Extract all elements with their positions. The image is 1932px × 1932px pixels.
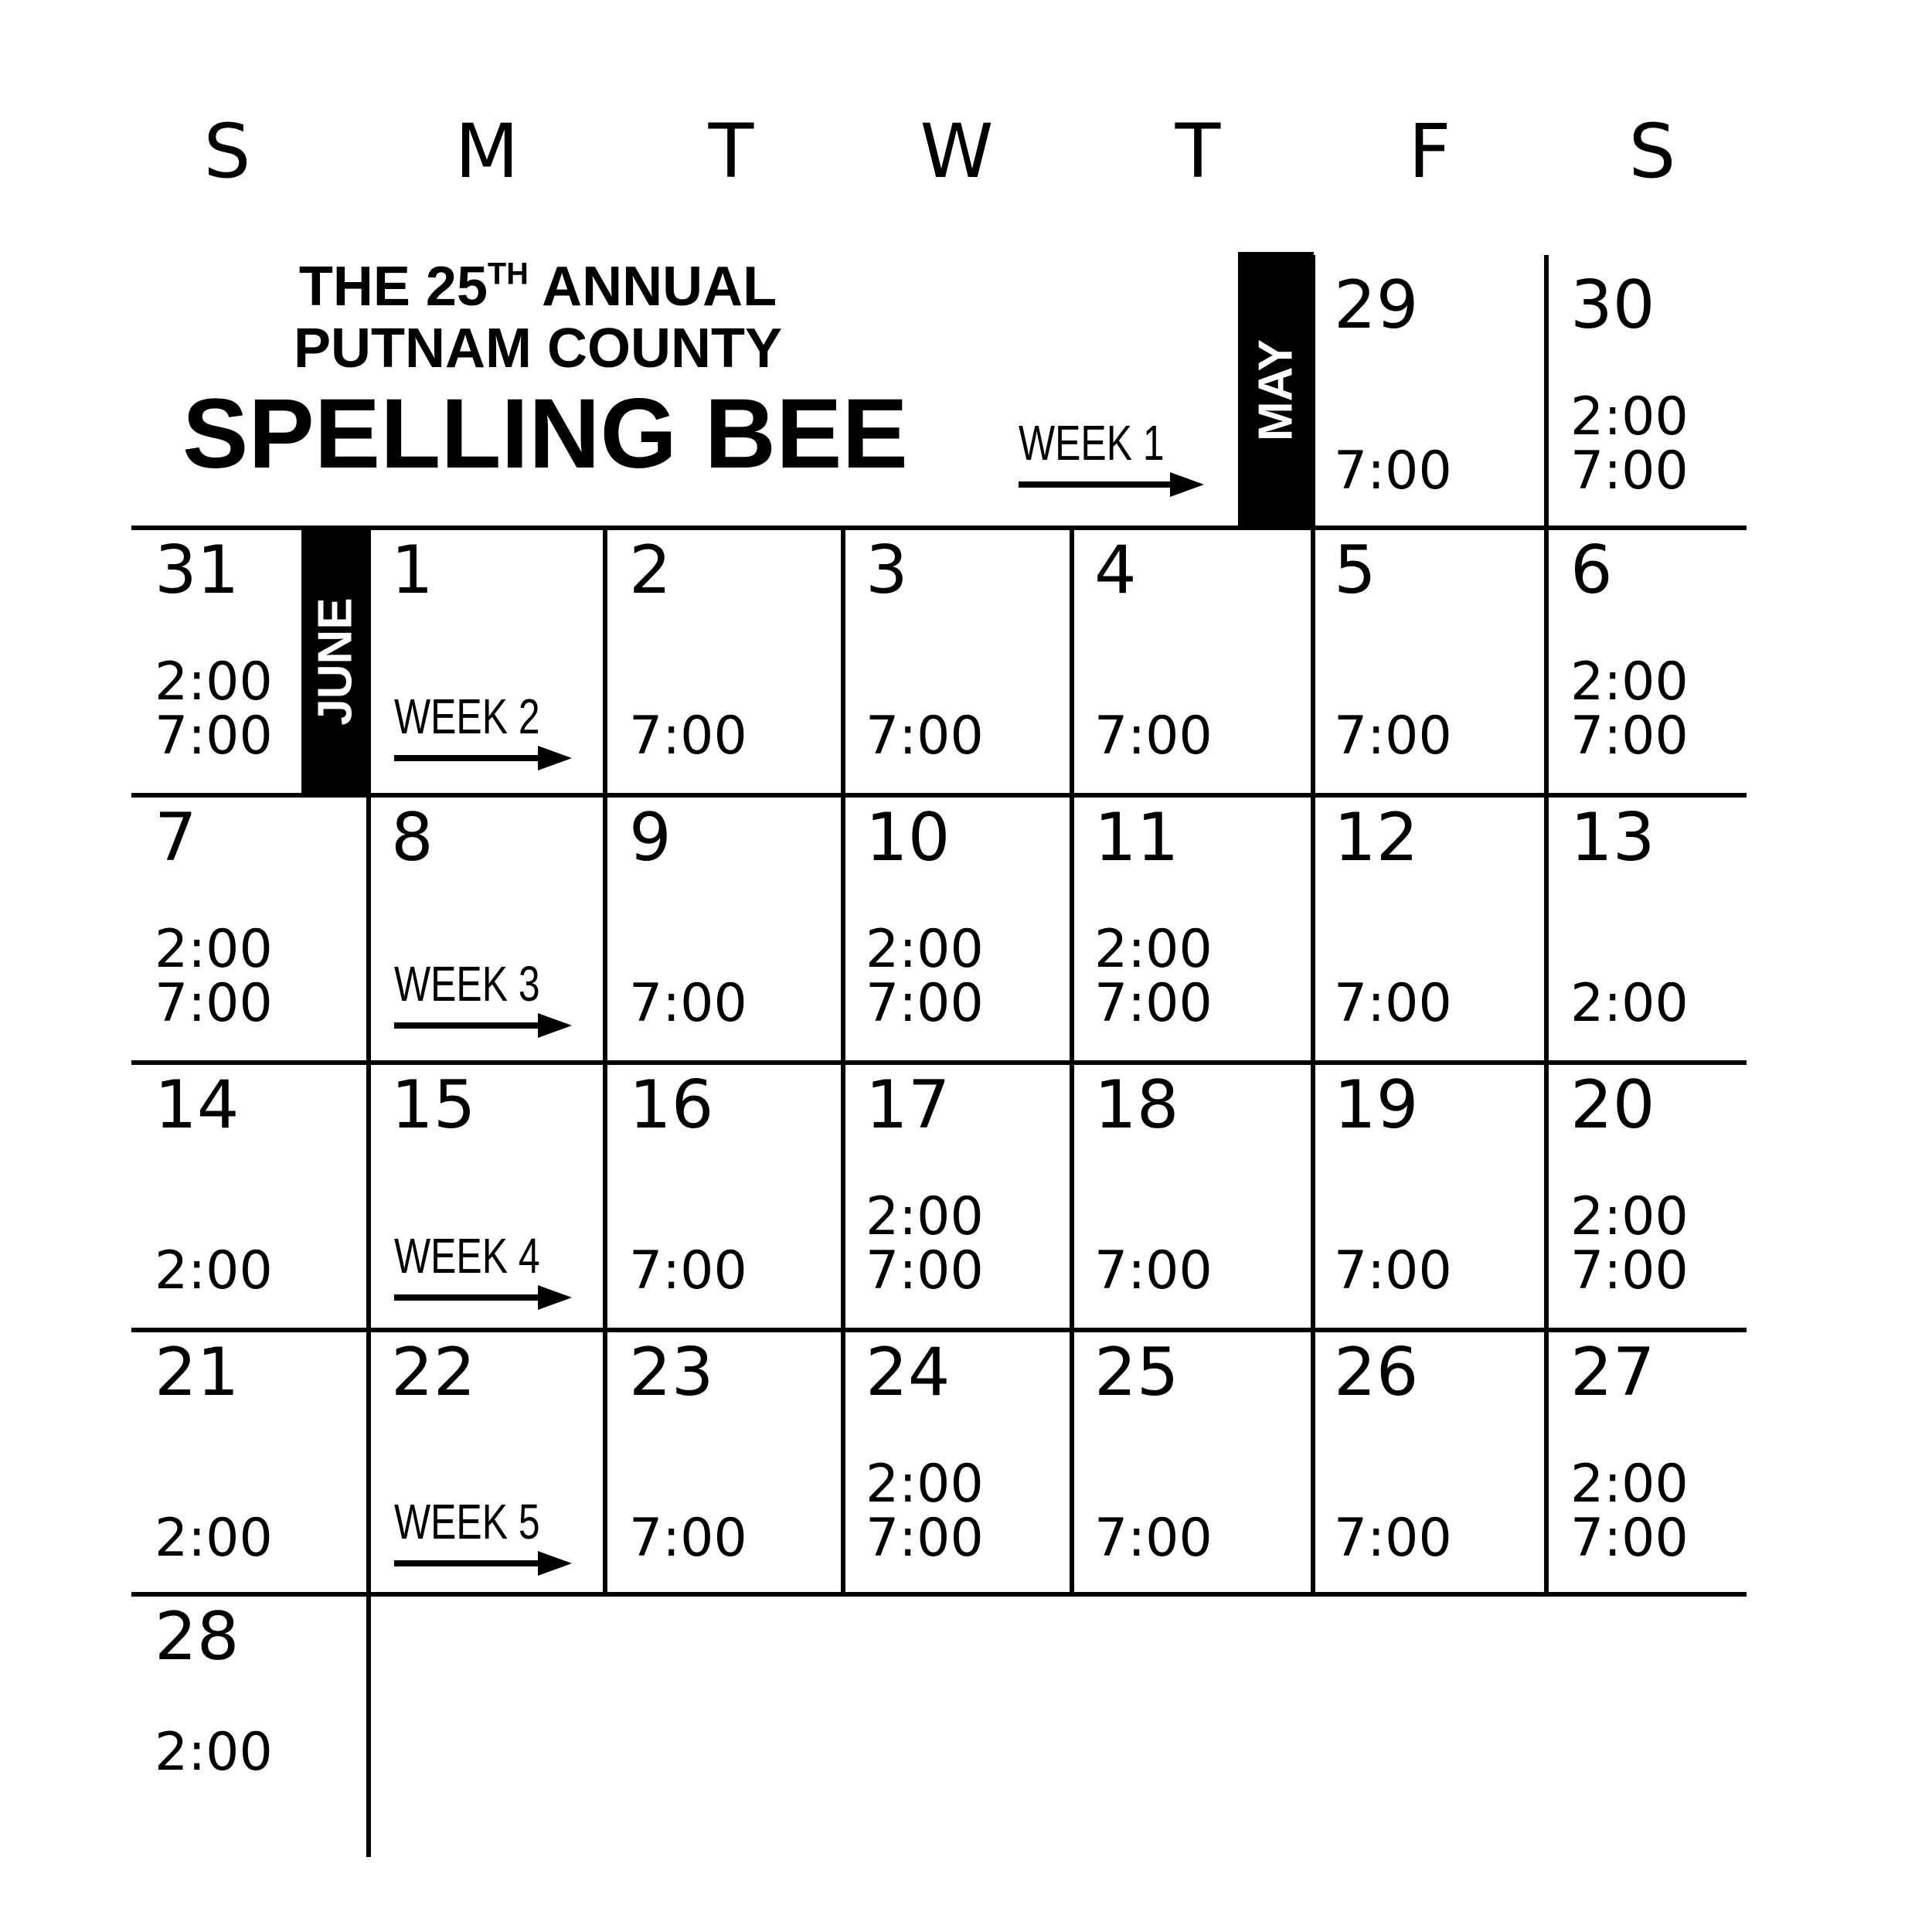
day-number: 2 xyxy=(629,532,672,609)
weekday-friday: F xyxy=(1408,108,1451,195)
title-line-1-ordinal: TH xyxy=(488,257,529,291)
day-number: 13 xyxy=(1570,799,1655,876)
day-cell xyxy=(148,1063,365,1325)
day-number: 29 xyxy=(1334,267,1419,344)
day-cell xyxy=(1328,1330,1544,1593)
column-divider xyxy=(841,528,845,1594)
showtimes: 2:00 xyxy=(1570,973,1689,1034)
day-cell xyxy=(1564,1330,1781,1593)
day-cell xyxy=(623,795,839,1058)
showtimes: 7:00 xyxy=(1094,1240,1213,1301)
showtimes: 7:00 xyxy=(1094,706,1213,767)
day-number: 28 xyxy=(155,1598,240,1675)
day-cell xyxy=(1088,1063,1304,1325)
showtimes: 2:00 xyxy=(155,1722,273,1783)
day-cell xyxy=(859,528,1076,791)
week-label: WEEK 3 xyxy=(394,956,540,1012)
showtimes: 2:00 7:00 xyxy=(866,1186,984,1301)
showtimes: 7:00 xyxy=(1334,440,1452,502)
showtimes: 2:00 7:00 xyxy=(866,919,984,1034)
day-number: 20 xyxy=(1570,1066,1655,1144)
day-cell xyxy=(623,528,839,791)
week-label: WEEK 5 xyxy=(394,1494,540,1549)
showtimes: 2:00 7:00 xyxy=(1570,386,1689,502)
day-cell xyxy=(1328,263,1544,526)
day-number: 23 xyxy=(629,1334,714,1411)
day-number: 6 xyxy=(1570,532,1613,609)
week-marker-1 xyxy=(1019,414,1204,492)
showtimes: 7:00 xyxy=(1334,706,1452,767)
day-number: 3 xyxy=(866,532,908,609)
column-divider xyxy=(603,528,607,1594)
day-number: 9 xyxy=(629,799,672,876)
showtimes: 7:00 xyxy=(629,973,747,1034)
day-cell xyxy=(1564,528,1781,791)
day-number: 25 xyxy=(1094,1334,1179,1411)
day-cell xyxy=(385,528,601,791)
weekday-thursday: T xyxy=(1175,108,1221,195)
day-number: 15 xyxy=(391,1066,476,1144)
day-number: 8 xyxy=(391,799,434,876)
day-number: 17 xyxy=(866,1066,951,1144)
day-number: 30 xyxy=(1570,267,1655,344)
day-number: 14 xyxy=(155,1066,240,1144)
day-number: 21 xyxy=(155,1334,240,1411)
day-cell xyxy=(1328,528,1544,791)
showtimes: 2:00 7:00 xyxy=(1094,919,1213,1034)
day-number: 26 xyxy=(1334,1334,1419,1411)
day-number: 22 xyxy=(391,1334,476,1411)
week-label: WEEK 4 xyxy=(394,1228,540,1284)
day-cell xyxy=(1328,1063,1544,1325)
title-line-2: PUTNAM COUNTY xyxy=(294,318,782,379)
day-cell xyxy=(623,1330,839,1593)
day-cell xyxy=(385,795,601,1058)
weekday-saturday: S xyxy=(1628,108,1676,195)
day-number: 18 xyxy=(1094,1066,1179,1144)
day-number: 4 xyxy=(1094,532,1137,609)
day-number: 1 xyxy=(391,532,434,609)
day-cell xyxy=(1088,528,1304,791)
showtimes: 2:00 7:00 xyxy=(1570,1454,1689,1569)
day-number: 12 xyxy=(1334,799,1419,876)
day-number: 31 xyxy=(155,532,240,609)
day-cell xyxy=(1564,263,1781,526)
showtimes: 2:00 7:00 xyxy=(1570,651,1689,767)
title-line-1-suffix: ANNUAL xyxy=(528,256,777,318)
showtimes: 7:00 xyxy=(866,706,984,767)
showtimes: 7:00 xyxy=(629,1240,747,1301)
day-cell xyxy=(859,1330,1076,1593)
showtimes: 7:00 xyxy=(1334,1240,1452,1301)
day-cell xyxy=(1564,795,1781,1058)
day-number: 7 xyxy=(155,799,197,876)
month-tab-may xyxy=(1238,252,1314,528)
weekday-sunday: S xyxy=(203,108,251,195)
day-number: 5 xyxy=(1334,532,1376,609)
showtimes: 7:00 xyxy=(1334,973,1452,1034)
showtimes: 7:00 xyxy=(1334,1508,1452,1569)
showtimes: 7:00 xyxy=(629,1508,747,1569)
weekday-tuesday: T xyxy=(708,108,754,195)
arrow-right-icon xyxy=(1019,470,1204,501)
title-line-1-prefix: THE 25 xyxy=(298,256,488,318)
showtimes: 7:00 xyxy=(629,706,747,767)
day-cell xyxy=(148,795,365,1058)
day-number: 11 xyxy=(1094,799,1179,876)
day-cell xyxy=(1564,1063,1781,1325)
weekday-monday: M xyxy=(454,108,519,195)
day-cell xyxy=(385,1063,601,1325)
showtimes: 2:00 7:00 xyxy=(155,919,273,1034)
showtimes: 2:00 7:00 xyxy=(866,1454,984,1569)
month-label-june: JUNE xyxy=(308,597,362,726)
day-cell xyxy=(623,1063,839,1325)
showtimes: 2:00 xyxy=(155,1508,273,1569)
day-number: 24 xyxy=(866,1334,951,1411)
day-cell xyxy=(1328,795,1544,1058)
day-number: 10 xyxy=(866,799,951,876)
day-number: 27 xyxy=(1570,1334,1655,1411)
day-number: 16 xyxy=(629,1066,714,1144)
day-cell xyxy=(148,528,365,791)
day-cell xyxy=(148,1330,365,1593)
title-line-1 xyxy=(229,255,847,318)
showtimes: 2:00 7:00 xyxy=(1570,1186,1689,1301)
weekday-wednesday: W xyxy=(920,108,994,195)
day-cell xyxy=(385,1330,601,1593)
week-label: WEEK 2 xyxy=(394,689,540,744)
column-divider xyxy=(1544,255,1549,1594)
showtimes: 2:00 xyxy=(155,1240,273,1301)
day-cell xyxy=(859,1063,1076,1325)
day-number: 19 xyxy=(1334,1066,1419,1144)
day-cell xyxy=(148,1594,365,1857)
day-cell xyxy=(859,795,1076,1058)
page-title: SPELLING BEE xyxy=(182,379,908,489)
showtimes: 2:00 7:00 xyxy=(155,651,273,767)
month-label-may: MAY xyxy=(1249,338,1303,441)
showtimes: 7:00 xyxy=(1094,1508,1213,1569)
day-cell xyxy=(1088,795,1304,1058)
day-cell xyxy=(1088,1330,1304,1593)
week-label: WEEK 1 xyxy=(1019,415,1165,471)
